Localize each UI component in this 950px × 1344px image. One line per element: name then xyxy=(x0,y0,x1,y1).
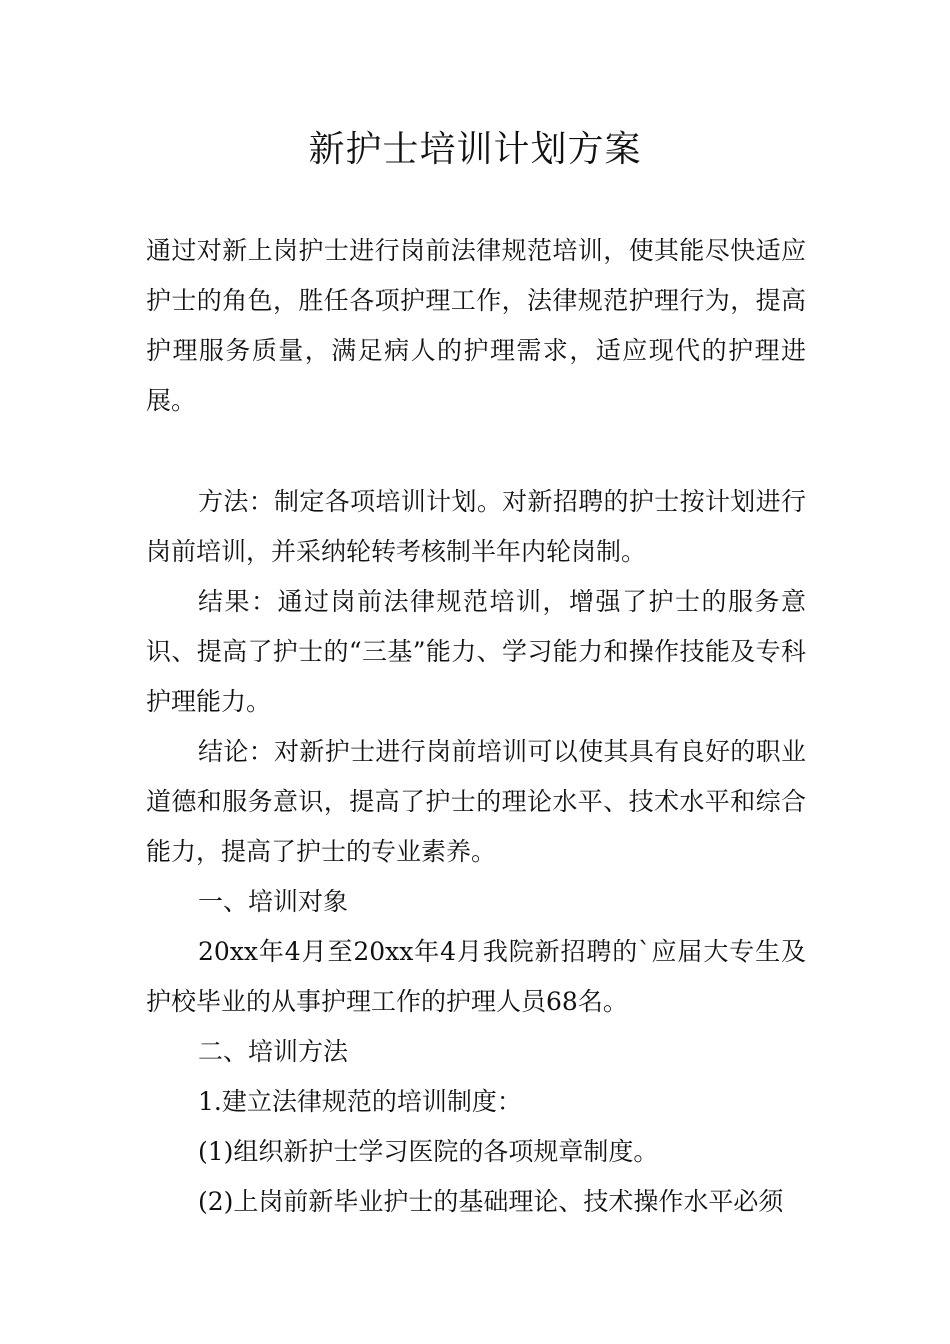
section-heading-training-method: 二、培训方法 xyxy=(198,1037,349,1066)
method-subitem-1: (1)组织新护士学习医院的各项规章制度。 xyxy=(198,1137,659,1166)
result-paragraph: 结果：通过岗前法律规范培训，增强了护士的服务意识、提高了护士的“三基”能力、学习能力和操作技能及专科护理能力。 xyxy=(146,587,806,716)
intro-paragraph: 通过对新上岗护士进行岗前法律规范培训，使其能尽快适应护士的角色，胜任各项护理工作，法律规范护理行为，提高护理服务质量，满足病人的护理需求，适应现代的护理进展。 xyxy=(146,236,806,415)
method-item-1: 1.建立法律规范的培训制度： xyxy=(198,1087,522,1116)
document-body xyxy=(146,226,806,1227)
method-subitem-2: (2)上岗前新毕业护士的基础理论、技术操作水平必须 xyxy=(198,1187,784,1216)
conclusion-paragraph: 结论：对新护士进行岗前培训可以使其具有良好的职业道德和服务意识，提高了护士的理论水平、技术水平和综合能力，提高了护士的专业素养。 xyxy=(146,737,806,866)
section-heading-training-target: 一、培训对象 xyxy=(198,887,349,916)
method-paragraph: 方法：制定各项培训计划。对新招聘的护士按计划进行岗前培训，并采纳轮转考核制半年内轮岗制。 xyxy=(146,487,806,566)
document-title: 新护士培训计划方案 xyxy=(308,129,642,170)
training-target-paragraph: 20xx年4月至20xx年4月我院新招聘的`应届大专生及护校毕业的从事护理工作的护理人员68名。 xyxy=(146,937,806,1016)
